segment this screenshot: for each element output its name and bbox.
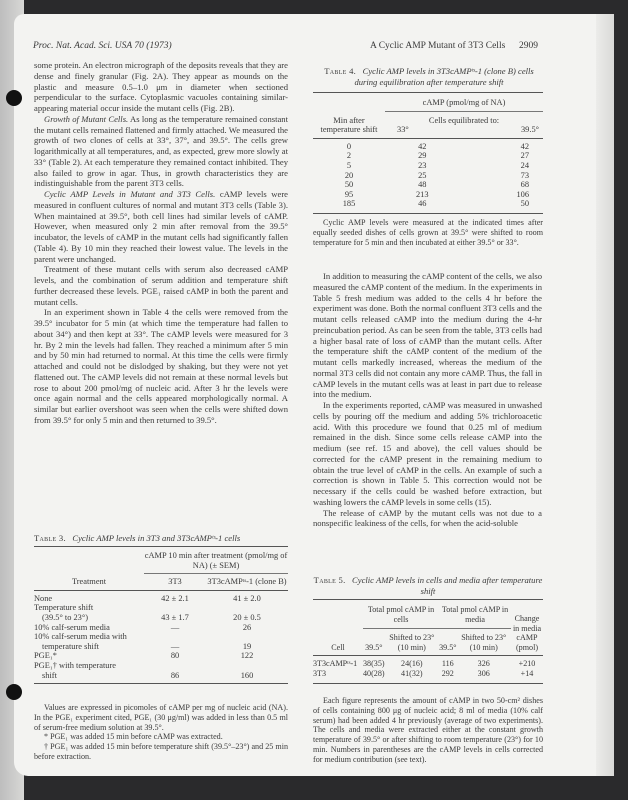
table5-col-cell: Cell xyxy=(331,642,345,652)
paragraph-text: cAMP levels were measured in confluent cultures of normal and mutant 3T3 cells (Table 3). When maintained at 39.5°, both cell lines had similar levels of cAMP. However, when measured only 2 min after removal from the 39.5° incubator, the levels of cAMP in the mutant cells had significantly fallen (Table 4). By 10 min they reached their lowest value. The levels in the parent were unchanged. xyxy=(34,189,288,264)
table-row xyxy=(34,651,288,661)
table-row xyxy=(313,171,543,181)
cell-min: 20 xyxy=(344,170,354,180)
running-title: A Cyclic AMP Mutant of 3T3 Cells xyxy=(370,41,506,51)
cell-min: 50 xyxy=(344,180,354,190)
cell-at-395: 27 xyxy=(520,151,529,161)
table-row xyxy=(313,190,543,200)
cell-at-33: 29 xyxy=(418,151,427,161)
table4-title: Cyclic AMP levels in 3T3cAMPᵗˢ-1 (clone B) cells during equilibration after temperature shift xyxy=(354,66,534,87)
section-heading: Cyclic AMP Levels in Mutant and 3T3 Cells. xyxy=(44,189,216,199)
table5 xyxy=(313,599,543,684)
paragraph xyxy=(34,114,288,189)
paragraph xyxy=(34,264,288,307)
table3-notes xyxy=(34,703,288,762)
table3-col-mutant: 3T3cAMPᵗˢ-1 (clone B) xyxy=(207,577,287,587)
table-row xyxy=(313,180,543,190)
paragraph-text: In an experiment shown in Table 4 the cells were removed from the 39.5° incubator for 5 min (at which time the temperature had fallen to about 34°) and then kept at 33°. The cAMP levels were measured for 3 hr. By 2 min the levels had fallen. They reached a minimum after 5 min and by 50 min had returned to normal. At this time the cells were firmly attached and could not be dislodged by shaking, but they were not yet flattened out. The cAMP levels did not remain at these normal levels but rose to about 200 pmol/mg of nucleic acid. After 3 hr the levels were once again normal and the cells appeared morphologically normal. A similar but earlier overshoot was seen when the cells were shifted down from 39.5° for only 5 min and then returned to 39.5°. xyxy=(34,307,288,425)
table4 xyxy=(313,92,543,214)
table5-col-395-cells: 39.5° xyxy=(365,642,383,652)
cell-media-395: 292 xyxy=(441,668,454,678)
table-row xyxy=(34,642,288,652)
cell-3t3 xyxy=(144,632,206,642)
table-row xyxy=(313,669,543,679)
cell-3t3: 86 xyxy=(170,670,180,680)
cell-min: 0 xyxy=(346,141,352,151)
table5-col-change: Change in media cAMP (pmol) xyxy=(512,614,542,652)
table5-note xyxy=(313,696,543,765)
paragraph xyxy=(34,60,288,114)
table3-group-header: cAMP 10 min after treatment (pmol/mg of NA) (± SEM) xyxy=(144,547,288,574)
cell-at-395: 68 xyxy=(520,180,529,190)
cell-3t3: — xyxy=(170,641,180,651)
cell-at-395: 50 xyxy=(520,199,529,209)
table5-bottom-rule xyxy=(313,683,543,684)
cell-at-33: 46 xyxy=(418,199,427,209)
cell-3t3 xyxy=(144,603,206,613)
cell-min: 2 xyxy=(346,151,352,161)
cell-mutant xyxy=(206,661,288,671)
cell-cells-shift: 41(32) xyxy=(401,668,423,678)
table5-col-shift-cells: Shifted to 23° (10 min) xyxy=(389,633,435,652)
cell-cell: 3T3cAMPᵗˢ-1 xyxy=(313,659,358,669)
paragraph-text: In addition to measuring the cAMP content of the cells, we also measured the cAMP content of the medium. In the experiments in Table 5 fresh medium was added to the cells 4 hr before the experiment was done. Both the normal confluent 3T3 cells and the mutant cells released cAMP into the medium during the 4-hr preincubation period. As can be seen from the table, 3T3 cells had a higher basal rate of loss of cAMP than the mutant cells. After the temperature shift the cAMP content of the medium of the mutant cells markedly increased, whereas the medium of the normal 3T3 cells did not contain any more cAMP. Thus, the fall in cAMP levels in the mutant cells was at least in part due to release into the medium. xyxy=(313,271,542,400)
section-heading: Growth of Mutant Cells. xyxy=(44,113,129,124)
cell-mutant: 122 xyxy=(240,651,254,661)
paragraph xyxy=(34,189,288,264)
table4-note xyxy=(313,218,543,247)
cell-treatment: 10% calf-serum media xyxy=(34,622,110,632)
table3-col-3t3: 3T3 xyxy=(168,577,182,587)
table4-col-33: 33° xyxy=(397,125,409,135)
table3-label: Table 3. xyxy=(34,533,66,543)
cell-mutant: 160 xyxy=(240,670,254,680)
cell-treatment: shift xyxy=(42,670,57,680)
table-row xyxy=(313,161,543,171)
cell-min: 185 xyxy=(342,199,356,209)
cell-3t3 xyxy=(144,661,206,671)
cell-treatment: PGE₁* xyxy=(34,651,57,661)
table3-col-treatment: Treatment xyxy=(71,577,107,587)
paragraph xyxy=(313,271,542,400)
table3-bottom-rule xyxy=(34,683,288,684)
paragraph-text: Treatment of these mutant cells with serum also decreased cAMP levels, and the combination of serum addition and temperature shift further decreased these levels. PGE₁ raised cAMP in both the parent and mutant cells. xyxy=(34,264,288,307)
cell-treatment: None xyxy=(34,593,53,603)
cell-3t3: 42 ± 2.1 xyxy=(161,593,189,603)
cell-treatment: PGE₁† with temperature xyxy=(34,660,116,670)
table-row xyxy=(313,138,543,151)
table4-group-header: cAMP (pmol/mg of NA) xyxy=(385,93,543,112)
table-row xyxy=(34,661,288,671)
table5-note-text: Each figure represents the amount of cAMP in two 50-cm² dishes of cells containing 800 μg of nucleic acid; 8 ml of media (10% calf serum) had been added 4 hr previously (average of two experiments). The cells and media were extracted either at the constant growth temperature of 39.5° or after shifting to room temperature (23°) for 10 min. Numbers in parentheses are the cAMP levels in cells corrected for medium contribution (see text). xyxy=(313,696,543,764)
table5-title: Cyclic AMP levels in cells and media after temperature shift xyxy=(352,575,543,596)
cell-at-33: 42 xyxy=(418,141,427,151)
right-column-text xyxy=(313,271,542,529)
cell-mutant xyxy=(206,632,288,642)
table4-caption xyxy=(318,66,540,87)
table5-group-media: Total pmol cAMP in media xyxy=(439,600,511,629)
table4-bottom-rule xyxy=(313,213,543,214)
table-row xyxy=(34,671,288,681)
cell-at-395: 42 xyxy=(520,141,529,151)
cell-min: 5 xyxy=(346,160,352,170)
table4-label: Table 4. xyxy=(324,66,357,76)
cell-cells-shift: 24(16) xyxy=(401,659,423,669)
cell-at-33: 25 xyxy=(418,170,427,180)
table-row xyxy=(34,632,288,642)
table5-label: Table 5. xyxy=(313,575,346,585)
table3 xyxy=(34,546,288,684)
cell-mutant: 20 ± 0.5 xyxy=(233,612,261,622)
footnote: * PGE₁ was added 15 min before cAMP was extracted. xyxy=(44,732,223,742)
table5-caption xyxy=(313,575,543,596)
paragraph-text: The release of cAMP by the mutant cells was not due to a nonspecific leakiness of the cells, for when the acid-soluble xyxy=(313,507,542,529)
cell-mutant: 26 xyxy=(242,622,252,632)
cell-cell: 3T3 xyxy=(313,668,327,678)
left-column-text xyxy=(34,60,288,426)
footnote: † PGE₁ was added 15 min before temperature shift (39.5°–23°) and 25 min before extraction. xyxy=(34,742,288,761)
table4-sub-header: Cells equilibrated to: xyxy=(428,115,500,125)
table3-caption xyxy=(34,533,288,544)
table-row xyxy=(34,603,288,613)
paragraph-text: As long as the temperature remained constant the mutant cells remained flattened and firmly attached. We measured the growth of two clones of cells at 33°, 37°, and 39.5°. The cells grew logarithmically at all temperatures, and, as expected, grew more slowly at 33° (Table 2). At each temperature they remained contact inhibited. They also failed to grow in agar. Thus, in growth characteristics they are indistinguishable from the parent 3T3 cells. xyxy=(34,113,288,189)
table-row xyxy=(313,656,543,669)
table-row xyxy=(313,199,543,209)
table3-title: Cyclic AMP levels in 3T3 and 3T3cAMPᵗˢ-1 cells xyxy=(72,533,241,543)
cell-mutant xyxy=(206,603,288,613)
cell-3t3: 80 xyxy=(170,651,180,661)
cell-treatment: temperature shift xyxy=(42,641,99,651)
table5-group-cells: Total pmol cAMP in cells xyxy=(363,600,439,629)
cell-change: +210 xyxy=(518,659,536,669)
cell-treatment: 10% calf-serum media with xyxy=(34,632,127,642)
cell-cells-395: 38(35) xyxy=(363,659,385,669)
cell-min: 95 xyxy=(344,189,354,199)
table5-col-shift-media: Shifted to 23° (10 min) xyxy=(461,633,507,652)
cell-media-395: 116 xyxy=(441,659,454,669)
binder-hole xyxy=(6,684,22,700)
journal-citation: Proc. Nat. Acad. Sci. USA 70 (1973) xyxy=(33,41,172,51)
paragraph xyxy=(313,400,542,508)
cell-at-33: 48 xyxy=(418,180,427,190)
table-row xyxy=(313,151,543,161)
cell-3t3: 43 ± 1.7 xyxy=(161,612,189,622)
table-row xyxy=(34,623,288,633)
table-row xyxy=(34,613,288,623)
table-row xyxy=(34,590,288,603)
cell-at-395: 24 xyxy=(520,160,529,170)
binder-hole xyxy=(6,90,22,106)
cell-treatment: (39.5° to 23°) xyxy=(42,612,89,622)
paragraph xyxy=(313,508,542,530)
paragraph xyxy=(34,307,288,425)
paragraph-text: In the experiments reported, cAMP was measured in unwashed cells by pouring off the medium and adding 5% trichloroacetic acid. With this procedure we found that 0.25 ml of medium remained in the dish. Since some cells release cAMP into the medium (see ref. 15 and above), the cell values should be corrected for the cAMP present in the remaining medium to obtain the true level of cAMP in the cells. An example of such a correction is shown in Table 5. This correction would not be necessary if the cells could be washed before extraction, but washing lowers the cAMP levels in some cells (15). xyxy=(313,400,542,507)
cell-treatment: Temperature shift xyxy=(34,603,94,613)
cell-at-395: 106 xyxy=(516,189,529,199)
page-number: 2909 xyxy=(519,41,538,51)
cell-at-395: 73 xyxy=(520,170,529,180)
table4-col-395: 39.5° xyxy=(520,125,539,135)
cell-at-33: 213 xyxy=(415,189,429,199)
cell-media-shift: 306 xyxy=(477,668,490,678)
cell-at-33: 23 xyxy=(418,160,427,170)
cell-media-shift: 326 xyxy=(477,659,490,669)
cell-mutant: 41 ± 2.0 xyxy=(233,593,261,603)
table4-note-text: Cyclic AMP levels were measured at the indicated times after equally seeded dishes of cells grown at 39.5° were shifted to room temperature for 5 min and then incubated at either 39.5° or 33°. xyxy=(313,218,543,247)
cell-mutant: 19 xyxy=(242,641,252,651)
table5-col-395-media: 39.5° xyxy=(439,642,457,652)
page-edge xyxy=(596,14,614,776)
cell-change: +14 xyxy=(520,668,534,678)
paragraph-text: some protein. An electron micrograph of the deposits reveals that they are dense and finely granular (Fig. 2A). They appear as mounds on the plastic and measure 0.5–1.0 μm in diameter when sectioned perpendicular to the surface. Cytoplasmic vacuoles containing similar-appearing material occur inside the mutant cells (Fig. 2B). xyxy=(34,60,288,113)
cell-cells-395: 40(28) xyxy=(363,668,385,678)
table4-col-min: Min after temperature shift xyxy=(320,115,378,135)
footnote: Values are expressed in picomoles of cAMP per mg of nucleic acid (NA). In the PGE₁ experiment cited, PGE₁ (30 μg/ml) was added in less than 0.5 ml of serum-free medium solution at 39.5°. xyxy=(34,703,288,732)
cell-3t3: — xyxy=(170,622,180,632)
